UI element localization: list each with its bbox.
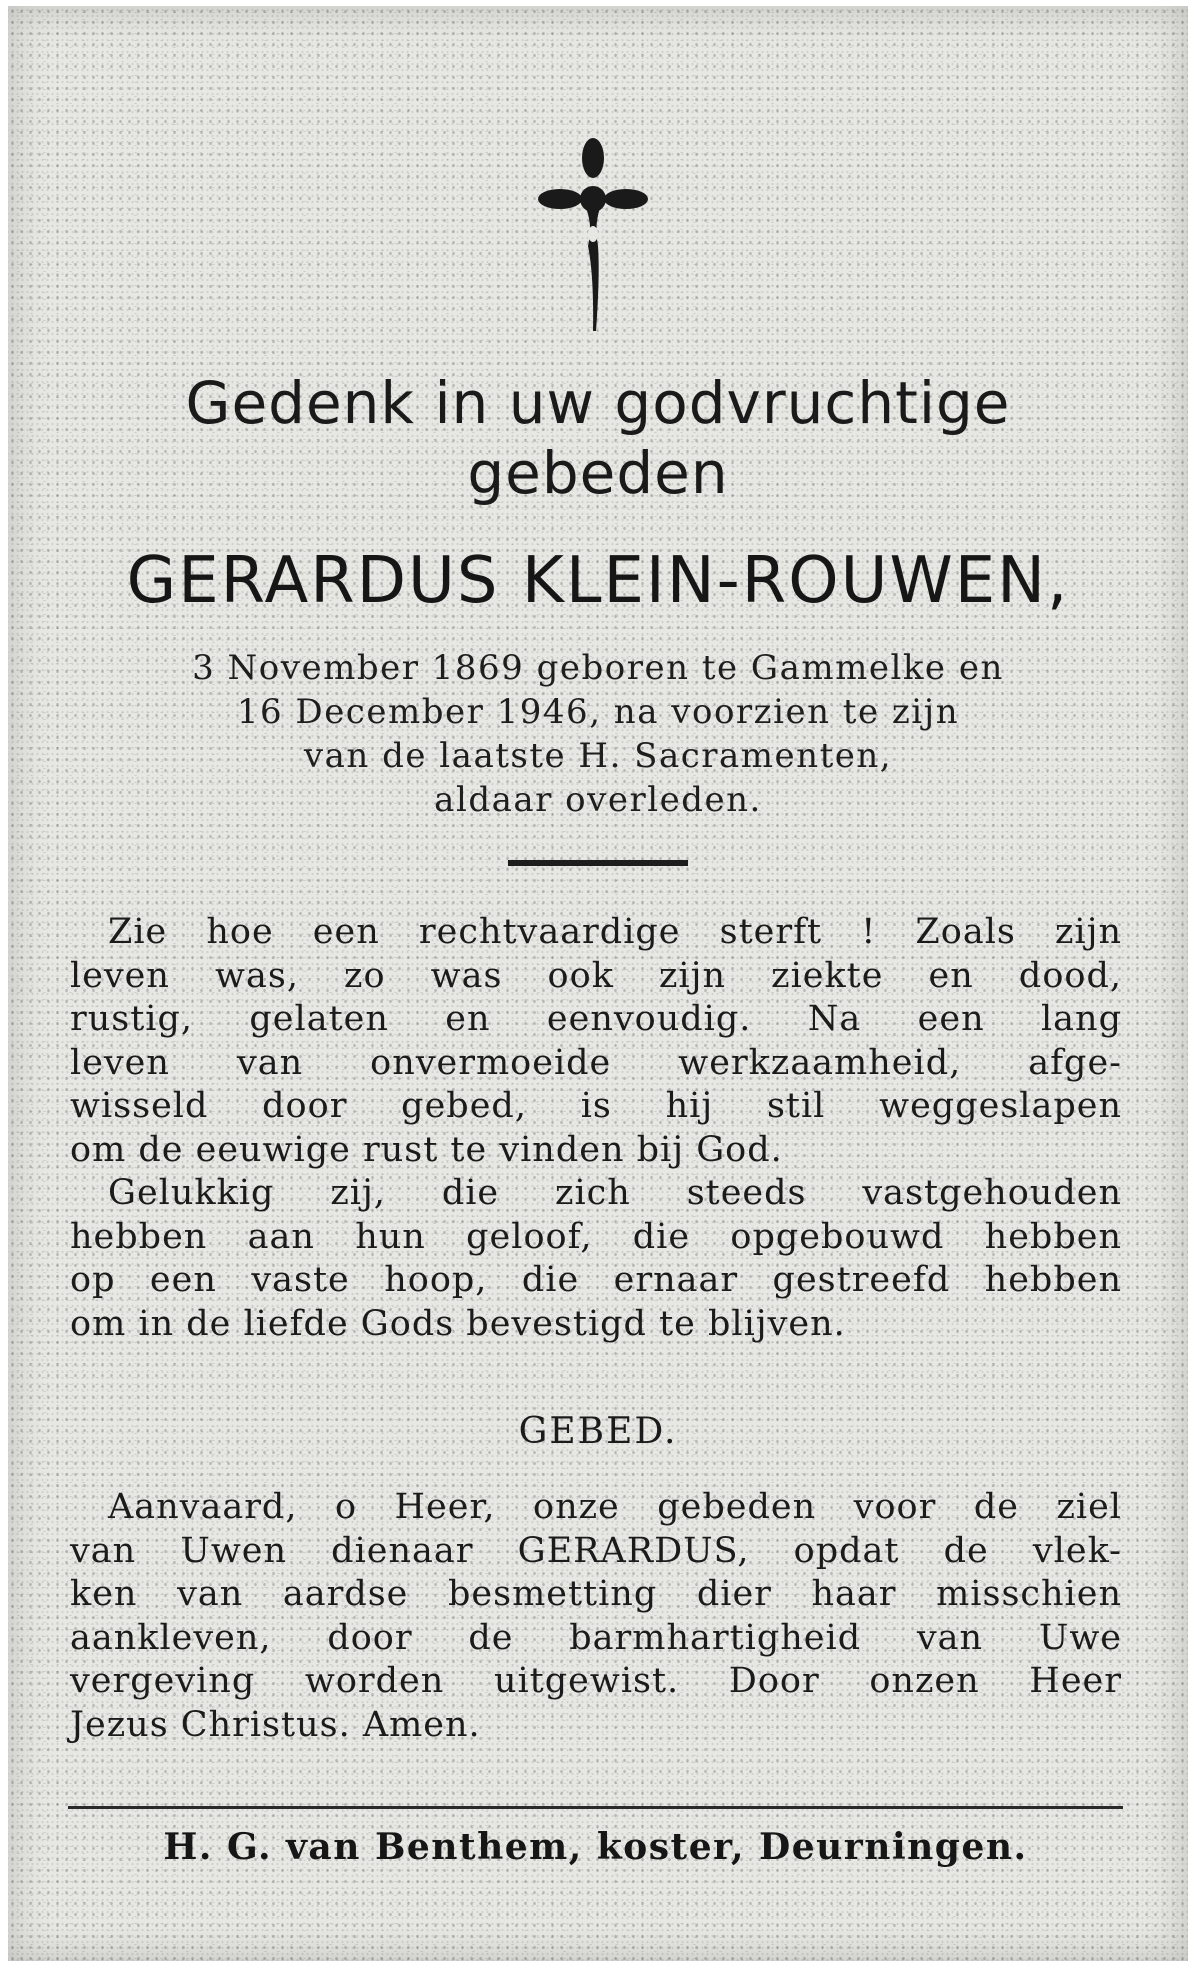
prayer-line: vergeving worden uitgewist. Door onzen Heer (70, 1661, 1122, 1701)
printer-credit: H. G. van Benthem, koster, Deurningen. (163, 1826, 1028, 1868)
prayer-line: Aanvaard, o Heer, onze gebeden voor de ziel (108, 1487, 1122, 1527)
prayer-line: ken van aardse besmetting dier haar misschien (70, 1574, 1122, 1614)
dates-line: 16 December 1946, na voorzien te zijn (236, 692, 960, 732)
paragraph-line: om de eeuwige rust te vinden bij God. (70, 1129, 783, 1170)
paragraph-line: Gelukkig zij, die zich steeds vastgehouden (108, 1173, 1122, 1213)
cross-icon (538, 136, 648, 331)
paragraph-1 (70, 911, 1122, 1172)
prayer-line: van Uwen dienaar GERARDUS, opdat de vlek- (70, 1530, 1122, 1571)
dates-line: 3 November 1869 geboren te Gammelke en (192, 648, 1004, 688)
paragraph-line: op een vaste hoop, die ernaar gestreefd hebben (70, 1260, 1122, 1300)
paragraph-line: leven van onvermoeide werkzaamheid, afge- (70, 1042, 1122, 1083)
heading-line-2: gebeden (467, 439, 729, 507)
dates-block (88, 646, 1108, 822)
footer-rule (68, 1806, 1123, 1809)
paragraph-line: rustig, gelaten en eenvoudig. Na een lang (70, 999, 1122, 1039)
prayer-text (70, 1486, 1122, 1747)
dates-line: aldaar overleden. (434, 780, 762, 820)
heading-line-1: Gedenk in uw godvruchtige (185, 369, 1011, 437)
paragraph-line: wisseld door gebed, is hij stil weggeslapen (70, 1086, 1122, 1126)
paragraph-line: hebben aan hun geloof, die opgebouwd hebben (70, 1216, 1122, 1257)
deceased-name: GERARDUS KLEIN-ROUWEN, (126, 544, 1070, 618)
paragraph-line: Zie hoe een rechtvaardige sterft ! Zoals zijn (108, 912, 1122, 952)
paragraph-line: leven was, zo was ook zijn ziekte en dood, (70, 955, 1122, 996)
prayer-line: Jezus Christus. Amen. (70, 1704, 481, 1745)
prayer-title: GEBED. (518, 1411, 678, 1452)
prayer-line: aankleven, door de barmhartigheid van Uwe (70, 1617, 1122, 1658)
paragraph-2 (70, 1172, 1122, 1346)
paragraph-line: om in de liefde Gods bevestigd te blijven. (70, 1303, 846, 1344)
memorial-card (8, 6, 1188, 1961)
dates-line: van de laatste H. Sacramenten, (303, 736, 893, 776)
divider (508, 860, 688, 866)
